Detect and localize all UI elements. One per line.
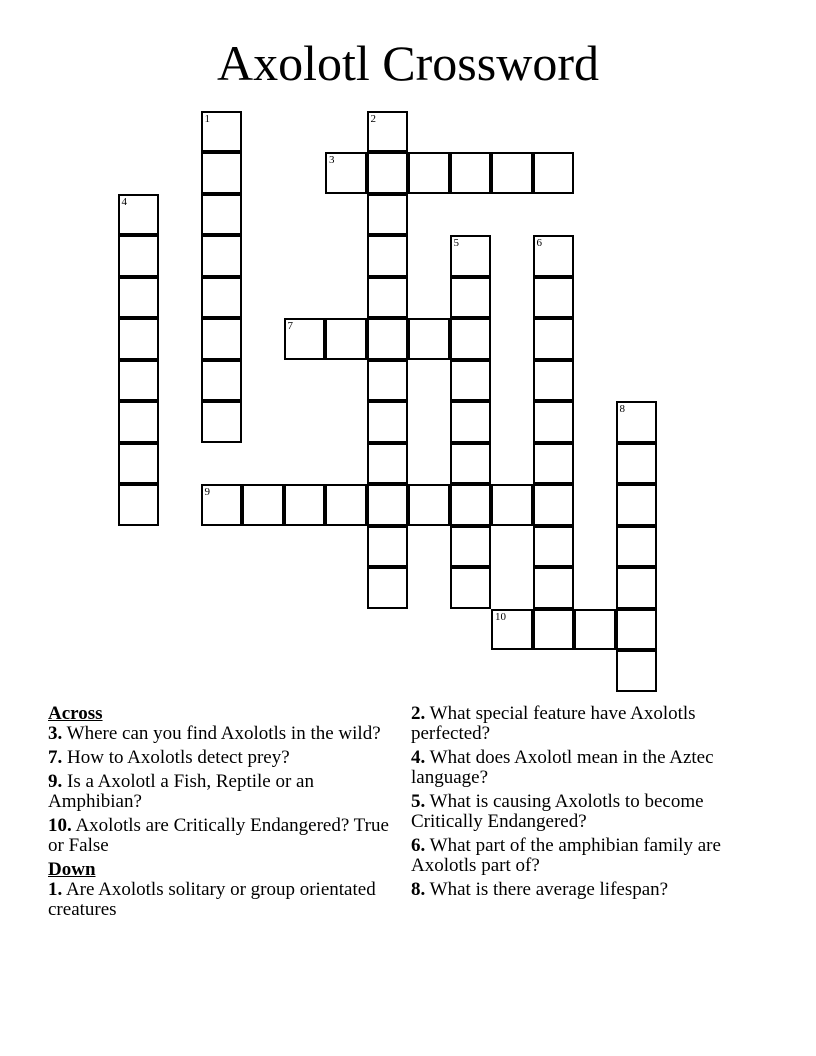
clue-item (411, 748, 756, 788)
grid-cell[interactable] (367, 194, 409, 236)
grid-cell[interactable] (533, 401, 575, 443)
grid-cell[interactable] (450, 484, 492, 526)
clue-item-text: What part of the amphibian family are Axolotls part of? (411, 835, 721, 876)
grid-cell[interactable] (616, 526, 658, 568)
clue-item-number: 9. (48, 771, 63, 792)
grid-cell[interactable] (491, 484, 533, 526)
grid-cell[interactable] (491, 152, 533, 194)
clue-item (48, 816, 393, 856)
grid-cell[interactable] (118, 443, 160, 485)
grid-cell[interactable] (118, 194, 160, 236)
clue-item-number: 1. (48, 879, 63, 900)
grid-cell[interactable] (408, 484, 450, 526)
clue-number: 6 (536, 237, 542, 249)
clue-item (411, 880, 756, 900)
grid-cell[interactable] (201, 360, 243, 402)
clue-number: 10 (495, 610, 506, 623)
grid-cell[interactable] (450, 401, 492, 443)
grid-cell[interactable] (408, 318, 450, 360)
clue-item (48, 772, 393, 812)
grid-cell[interactable] (533, 567, 575, 609)
clues-column-right (411, 704, 756, 904)
grid-cell[interactable] (616, 443, 658, 485)
grid-cell[interactable] (533, 360, 575, 402)
clue-number: 1 (204, 112, 210, 125)
puzzle-title: Axolotl Crossword (217, 35, 599, 91)
grid-cell[interactable] (450, 318, 492, 360)
clue-item-text: Is a Axolotl a Fish, Reptile or an Amphibian? (48, 771, 314, 812)
clue-item-number: 2. (411, 703, 426, 724)
grid-cell[interactable] (242, 484, 284, 526)
grid-cell[interactable] (118, 318, 160, 360)
clue-item (411, 704, 756, 744)
clue-number: 7 (287, 320, 293, 332)
across-clue-list (48, 724, 393, 856)
grid-cell[interactable] (450, 235, 492, 277)
grid-cell[interactable] (367, 318, 409, 360)
grid-cell[interactable] (118, 401, 160, 443)
grid-cell[interactable] (367, 484, 409, 526)
grid-cell[interactable] (450, 152, 492, 194)
grid-cell[interactable] (367, 526, 409, 568)
grid-cell[interactable] (201, 484, 243, 526)
clue-item (411, 792, 756, 832)
grid-cell[interactable] (325, 484, 367, 526)
clue-item-text: What does Axolotl mean in the Aztec language? (411, 747, 714, 788)
grid-cell[interactable] (533, 152, 575, 194)
grid-cell[interactable] (450, 567, 492, 609)
grid-cell[interactable] (284, 318, 326, 360)
clue-number: 5 (453, 237, 459, 249)
grid-cell[interactable] (574, 609, 616, 651)
clue-item-number: 8. (411, 879, 426, 900)
across-heading: Across (48, 703, 103, 724)
grid-cell[interactable] (118, 360, 160, 402)
grid-cell[interactable] (408, 152, 450, 194)
grid-cell[interactable] (118, 484, 160, 526)
grid-cell[interactable] (491, 609, 533, 651)
grid-cell[interactable] (616, 401, 658, 443)
grid-cell[interactable] (201, 318, 243, 360)
grid-cell[interactable] (450, 277, 492, 319)
clue-item (48, 748, 393, 768)
clue-item-number: 5. (411, 791, 426, 812)
grid-cell[interactable] (367, 360, 409, 402)
clue-item-text: What special feature have Axolotls perfected? (411, 703, 696, 744)
clue-number: 3 (329, 154, 335, 166)
down-clue-list (48, 880, 393, 920)
grid-cell[interactable] (367, 235, 409, 277)
grid-cell[interactable] (616, 567, 658, 609)
clue-item (48, 880, 393, 920)
grid-cell[interactable] (284, 484, 326, 526)
grid-cell[interactable] (367, 111, 409, 153)
grid-cell[interactable] (450, 443, 492, 485)
down-clue-list-continued (411, 704, 756, 900)
clue-item-text: What is causing Axolotls to become Critically Endangered? (411, 791, 704, 832)
clue-item-number: 4. (411, 747, 426, 768)
grid-cell[interactable] (367, 152, 409, 194)
clue-item-text: Axolotls are Critically Endangered? True or False (48, 815, 389, 856)
clue-number: 8 (619, 403, 625, 415)
clue-item-number: 7. (48, 747, 63, 768)
grid-cell[interactable] (201, 194, 243, 236)
grid-cell[interactable] (201, 111, 243, 153)
clue-item-number: 10. (48, 815, 72, 836)
clue-item-text: Are Axolotls solitary or group orientated creatures (48, 879, 376, 920)
grid-cell[interactable] (533, 443, 575, 485)
grid-cell[interactable] (367, 277, 409, 319)
clues-column-left (48, 704, 393, 924)
clue-item (411, 836, 756, 876)
grid-cell[interactable] (201, 277, 243, 319)
grid-cell[interactable] (450, 360, 492, 402)
grid-cell[interactable] (201, 401, 243, 443)
down-heading: Down (48, 859, 96, 880)
clue-number: 4 (121, 195, 127, 208)
grid-cell[interactable] (533, 609, 575, 651)
grid-cell[interactable] (201, 235, 243, 277)
grid-cell[interactable] (616, 650, 658, 692)
clue-item-number: 6. (411, 835, 426, 856)
clue-item-text: Where can you find Axolotls in the wild? (66, 723, 381, 744)
grid-cell[interactable] (325, 152, 367, 194)
grid-cell[interactable] (201, 152, 243, 194)
grid-cell[interactable] (616, 609, 658, 651)
clue-item-text: How to Axolotls detect prey? (67, 747, 290, 768)
grid-cell[interactable] (118, 277, 160, 319)
clue-item-text: What is there average lifespan? (429, 879, 669, 900)
grid-cell[interactable] (533, 277, 575, 319)
grid-cell[interactable] (533, 526, 575, 568)
grid-cell[interactable] (616, 484, 658, 526)
grid-cell[interactable] (325, 318, 367, 360)
grid-cell[interactable] (367, 567, 409, 609)
clue-number: 9 (204, 486, 210, 498)
grid-cell[interactable] (450, 526, 492, 568)
grid-cell[interactable] (367, 401, 409, 443)
clue-number: 2 (370, 112, 376, 125)
grid-cell[interactable] (118, 235, 160, 277)
grid-cell[interactable] (367, 443, 409, 485)
grid-cell[interactable] (533, 484, 575, 526)
clue-item (48, 724, 393, 744)
clue-item-number: 3. (48, 723, 63, 744)
grid-cell[interactable] (533, 318, 575, 360)
grid-cell[interactable] (533, 235, 575, 277)
